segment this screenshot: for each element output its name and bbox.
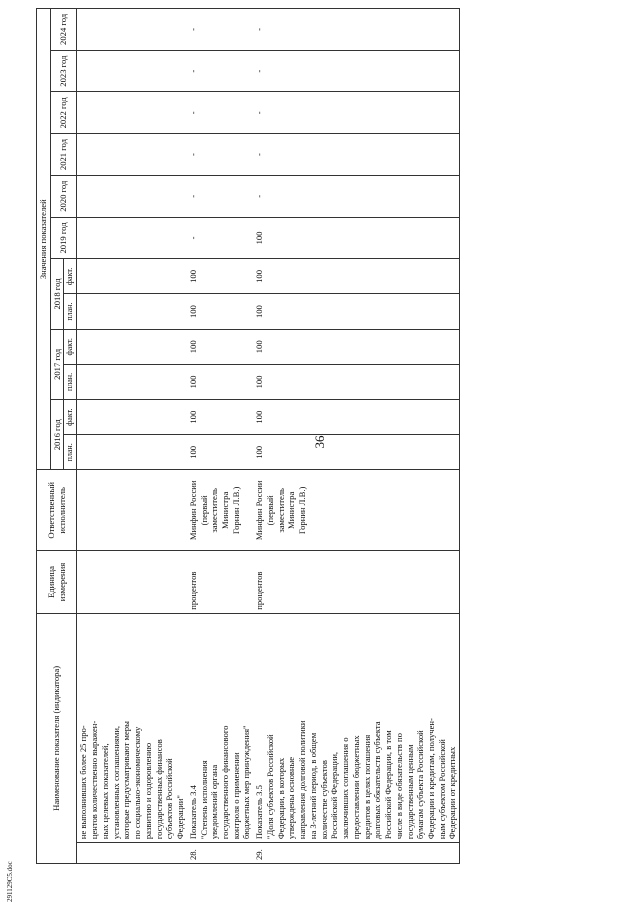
- value-cell: 100: [253, 294, 459, 329]
- value-cell: 100: [187, 435, 253, 470]
- year-value-cell: -: [253, 50, 459, 92]
- indicators-table: [36, 8, 460, 864]
- header-unit: Единица измерения: [37, 551, 77, 614]
- header-2018: 2018 год: [50, 259, 64, 329]
- year-value-cell: [77, 50, 187, 92]
- value-cell: 100: [187, 364, 253, 399]
- header-plan: план.: [64, 294, 77, 329]
- value-cell: 100: [187, 259, 253, 294]
- value-cell: 100: [253, 400, 459, 435]
- footer-filename: 291129C5.doc: [6, 861, 14, 902]
- year-value-cell: -: [253, 175, 459, 217]
- value-cell: 100: [187, 329, 253, 364]
- indicator-name: Показатель 3.4 "Степень исполнения уведомлений органа государственного финансового контроля о применении бюджетных мер принуждения": [187, 613, 253, 842]
- header-year: 2021 год: [50, 134, 77, 176]
- unit-cell: процентов: [187, 551, 253, 614]
- page-number: 36: [312, 435, 327, 449]
- row-number: 28.: [187, 843, 253, 864]
- value-cell: 100: [187, 294, 253, 329]
- value-cell: [77, 400, 187, 435]
- executor-cell: Минфин России (первый заместитель Министра Горнин Л.В.): [187, 470, 253, 551]
- header-name: Наименование показателя (индикатора): [37, 613, 77, 863]
- header-year: 2023 год: [50, 50, 77, 92]
- header-year: 2024 год: [50, 9, 77, 51]
- header-plan: план.: [64, 435, 77, 470]
- indicator-name: Показатель 3.5 "Доля субъектов Российской Федерации, в которых утверждены основные направления долговой политики на 3-летний период, в общем количестве субъектов Российской Федерации, заключивших соглашения о предоставлении бюджетных кредитов в целях погашения долговых обязательств субъекта Российской Федерации, в том числе в виде обязательств по государственным ценным бумагам субъекта Российской Федерации и кредитам, получен- ным субъектом Российской Федерации от кредитных: [253, 613, 459, 842]
- year-value-cell: -: [187, 50, 253, 92]
- year-value-cell: -: [187, 92, 253, 134]
- year-value-cell: -: [253, 92, 459, 134]
- value-cell: 100: [253, 364, 459, 399]
- indicator-name: не выполнивших более 25 про- центов количественно выражен- ных целевых показателей, установленных соглашениями, которые предусматривают меры по социально-экономическому развитию и оздоровлению государственных финансов субъектов Российской Федерации": [77, 613, 187, 842]
- value-cell: [77, 259, 187, 294]
- header-fact: факт.: [64, 259, 77, 294]
- year-value-cell: -: [187, 217, 253, 259]
- header-executor: Ответственный исполнитель: [37, 470, 77, 551]
- year-value-cell: 100: [253, 217, 459, 259]
- table-row: [187, 9, 253, 864]
- row-number: [77, 843, 187, 864]
- year-value-cell: [77, 175, 187, 217]
- header-2017: 2017 год: [50, 329, 64, 399]
- year-value-cell: [77, 217, 187, 259]
- executor-cell: [77, 470, 187, 551]
- year-value-cell: [77, 134, 187, 176]
- header-plan: план.: [64, 364, 77, 399]
- table-row: [77, 9, 187, 864]
- unit-cell: [77, 551, 187, 614]
- unit-cell: процентов: [253, 551, 459, 614]
- value-cell: 100: [253, 259, 459, 294]
- header-year: 2020 год: [50, 175, 77, 217]
- value-cell: [77, 435, 187, 470]
- header-fact: факт.: [64, 329, 77, 364]
- year-value-cell: [77, 9, 187, 51]
- value-cell: [77, 294, 187, 329]
- year-value-cell: [77, 92, 187, 134]
- header-values-group: Значения показателей: [37, 9, 51, 470]
- header-fact: факт.: [64, 400, 77, 435]
- value-cell: [77, 329, 187, 364]
- year-value-cell: -: [253, 134, 459, 176]
- year-value-cell: -: [187, 175, 253, 217]
- value-cell: [77, 364, 187, 399]
- value-cell: 100: [187, 400, 253, 435]
- year-value-cell: -: [253, 9, 459, 51]
- value-cell: 100: [253, 329, 459, 364]
- row-number: 29.: [253, 843, 459, 864]
- rotated-page: [0, 2, 620, 882]
- header-2016: 2016 год: [50, 400, 64, 470]
- year-value-cell: -: [187, 9, 253, 51]
- year-value-cell: -: [187, 134, 253, 176]
- value-cell: 100: [253, 435, 459, 470]
- executor-cell: Минфин России (первый заместитель Министра Горнин Л.В.): [253, 470, 459, 551]
- table-row: [253, 9, 459, 864]
- header-year: 2022 год: [50, 92, 77, 134]
- header-year: 2019 год: [50, 217, 77, 259]
